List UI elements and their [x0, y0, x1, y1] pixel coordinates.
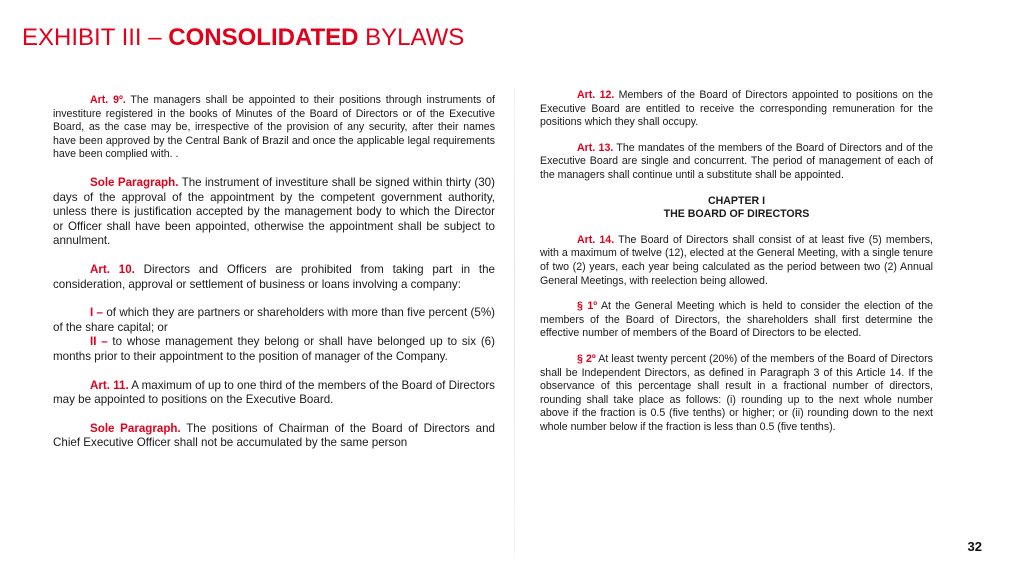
art10-label: Art. 10. [90, 262, 135, 276]
item-i [53, 306, 495, 335]
chapter-number: CHAPTER I [707, 194, 766, 207]
art12-label: Art. 12. [577, 89, 615, 101]
art12-text: Members of the Board of Directors appointed to positions on the Executive Board are entitled to receive the corresponding remuneration for the positions which they shall occupy. [540, 89, 933, 129]
column-divider [514, 88, 515, 558]
left-column [53, 94, 495, 451]
art13-text: The mandates of the members of the Board of Directors and of the Executive Board are single and concurrent. The period of management of each of the managers shall continue until a substitute shall be appointed. [540, 141, 934, 181]
art12-paragraph [540, 89, 933, 130]
chapter-title: THE BOARD OF DIRECTORS [663, 208, 810, 221]
sole1-text: The instrument of investiture shall be signed within thirty (30) days of the approval of the appointment by the competent government authority, unless there is justification accepted by the management body to which the Director or Officer shall have been appointed, otherwise the appointment shall be subject to annulment. [53, 175, 495, 248]
art14-text: The Board of Directors shall consist of at least five (5) members, with a maximum of twelve (12), elected at the General Meeting, with a single tenure of two (2) years, each year being calculated as the period between two (2) Annual General Meetings, with reelection being allowed. [540, 233, 933, 287]
item1-label: I – [90, 306, 104, 320]
par1-label: § 1º [577, 300, 598, 313]
art9-label: Art. 9º. [90, 94, 126, 106]
art11-paragraph [53, 379, 495, 408]
title-suffix: BYLAWS [358, 24, 465, 51]
item2-label: II – [90, 335, 108, 349]
paragraph-2 [540, 353, 933, 435]
par2-label: § 2º [577, 352, 596, 365]
art10-text: Directors and Officers are prohibited from taking part in the consideration, approval or settlement of business or loans involving a company: [53, 262, 495, 291]
art13-paragraph [540, 142, 933, 183]
sole2-text: The positions of Chairman of the Board of Directors and Chief Executive Officer shall not be accumulated by the same person [53, 421, 495, 450]
page-title [22, 24, 464, 52]
sole1-label: Sole Paragraph. [90, 175, 179, 189]
item1-text: of which they are partners or shareholders with more than five percent (5%) of the share capital; or [53, 306, 496, 334]
item-ii [53, 335, 495, 364]
item2-text: to whose management they belong or shall have belonged up to six (6) months prior to their appointment to the position of manager of the Company. [53, 335, 495, 363]
page-number: 32 [967, 539, 982, 554]
art10-paragraph [53, 263, 495, 292]
art9-text: The managers shall be appointed to their positions through instruments of investiture registered in the books of Minutes of the Board of Directors or of the Executive Board, as the case may be, irrespective of the provision of any security, after their names have been approved by the Central Bank of Brazil and once the applicable legal requirements have been complied with. . [53, 94, 495, 161]
art14-label: Art. 14. [577, 233, 615, 246]
sole-paragraph-1 [53, 176, 495, 249]
sole-paragraph-2 [53, 422, 495, 451]
par1-text: At the General Meeting which is held to consider the election of the members of the Board of Directors, the shareholders shall first determine the effective number of members of the Board of Directors to be elected. [540, 300, 933, 340]
art11-label: Art. 11. [90, 378, 129, 392]
title-bold: CONSOLIDATED [168, 24, 359, 51]
chapter-heading [540, 195, 933, 222]
art9-paragraph [53, 94, 495, 162]
art13-label: Art. 13. [577, 141, 614, 154]
title-prefix: EXHIBIT III – [22, 24, 169, 51]
right-column [540, 89, 933, 434]
sole2-label: Sole Paragraph. [90, 421, 181, 435]
paragraph-1 [540, 300, 933, 341]
art11-text: A maximum of up to one third of the members of the Board of Directors may be appointed to positions on the Executive Board. [53, 378, 495, 407]
par2-text: At least twenty percent (20%) of the members of the Board of Directors shall be Independent Directors, as defined in Paragraph 3 of this Article 14. If the observance of this percentage shall result in a fractional number of directors, rounding shall take place as follows: (i) rounding up to the next whole number above if the fraction is 0.5 (five tenths) or higher; or (ii) rounding down to the next whole number below if the fraction is less than 0.5 (five tenths). [540, 352, 933, 433]
art14-paragraph [540, 234, 933, 288]
